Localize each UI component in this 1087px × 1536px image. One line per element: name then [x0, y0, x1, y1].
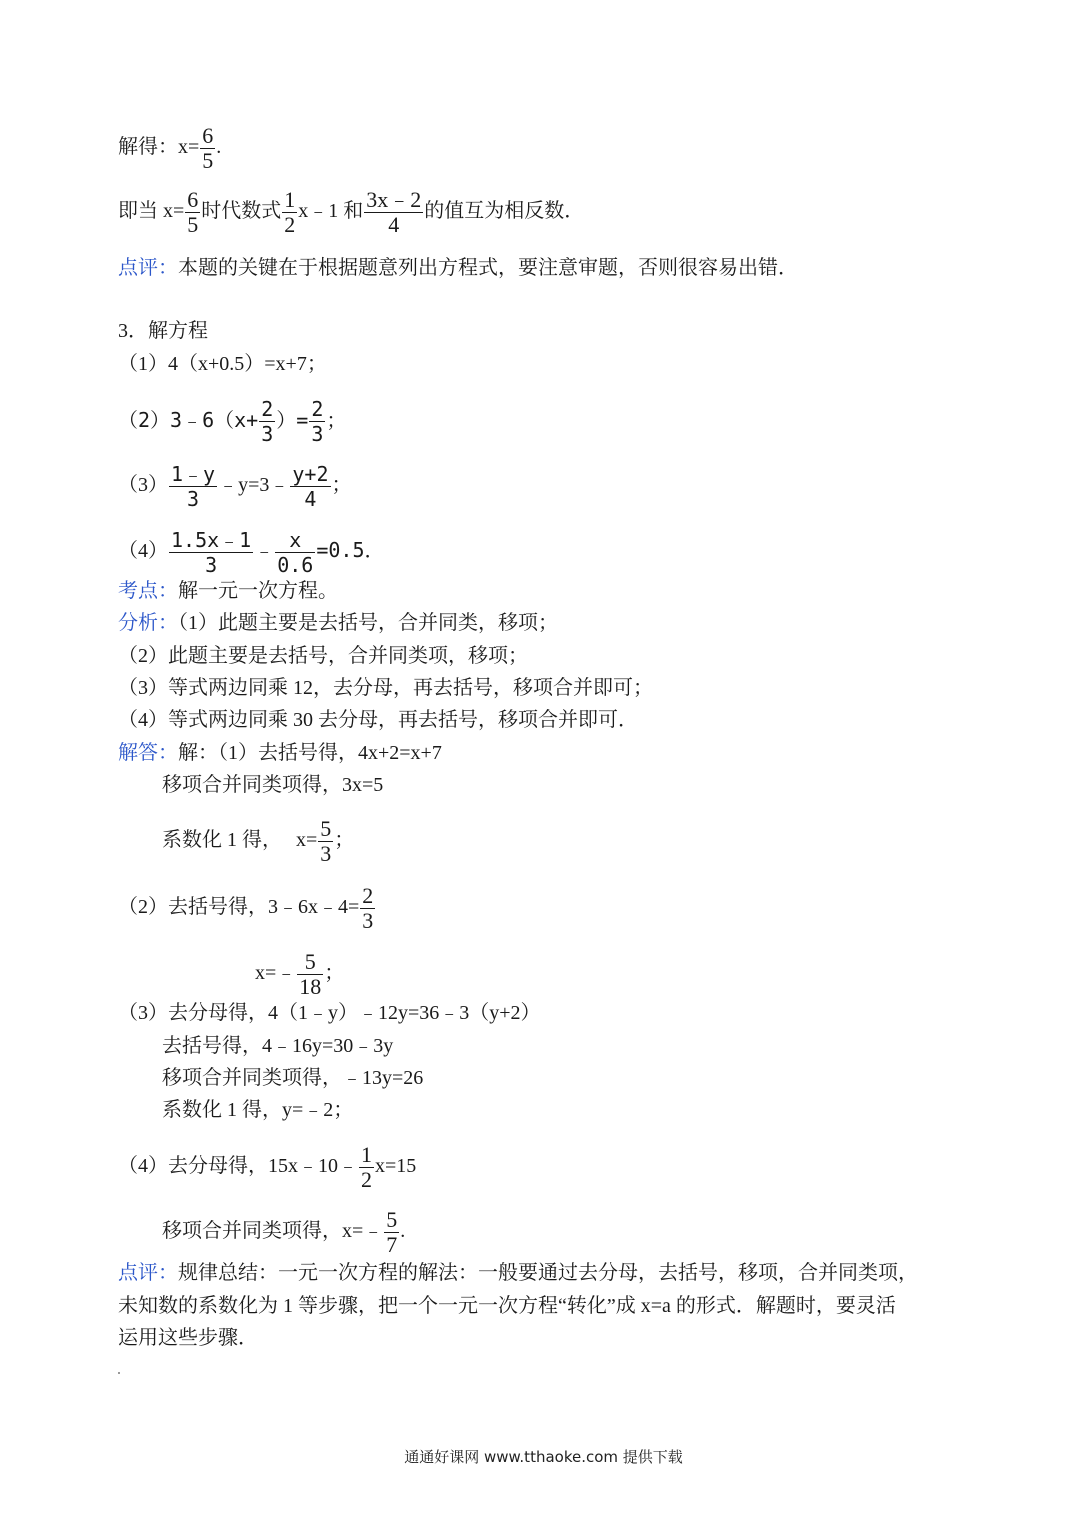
fraction: $\frac{2}{3}$ [261, 397, 274, 446]
dianping-line-2: 未知数的系数化为 1 等步骤，把一个一元一次方程“转化”成 x=a 的形式．解题时，要灵活 [118, 1295, 896, 1317]
dianping-line-3: 运用这些步骤． [118, 1327, 258, 1349]
fraction: $\frac{5}{7}$ [386, 1207, 398, 1257]
fraction: $\frac{y+2}{4}$ [292, 462, 329, 511]
equation-3: （3） $\frac{1﹣y}{3}$ ﹣y=3﹣ $\frac{y+2}{4}$ ； [118, 462, 352, 511]
stray-mark [118, 1372, 120, 1374]
fraction: $\frac{x}{0.6}$ [277, 528, 314, 577]
jieda-line-7: 去括号得，4﹣16y=30﹣3y [162, 1035, 394, 1057]
jieda-line-1: 解答：解：（1）去括号得，4x+2=x+7 [118, 742, 442, 764]
fraction: $\frac{2}{3}$ [362, 883, 374, 933]
jieda-line-8: 移项合并同类项得，﹣13y=26 [162, 1067, 424, 1089]
fenxi-line-1: 分析：（1）此题主要是去括号，合并同类，移项； [118, 612, 558, 634]
question-title: 3．解方程 [118, 320, 208, 342]
fraction: $\frac{1﹣y}{3}$ [171, 462, 216, 511]
equation-1: （1）4（x+0.5）=x+7； [118, 353, 327, 375]
solution-line: 解得：x= $\frac{6}{5}$ . [118, 123, 222, 173]
fraction: $\frac{2}{3}$ [311, 397, 324, 446]
fraction: $\frac{5}{18}$ [299, 949, 322, 999]
kaodian-line: 考点：解一元一次方程。 [118, 580, 338, 602]
jieda-line-10: （4）去分母得，15x﹣10﹣ $\frac{1}{2}$ x=15 [118, 1142, 417, 1192]
review-label: 点评： [118, 257, 178, 279]
kaodian-label: 考点： [118, 580, 178, 602]
jieda-line-11: 移项合并同类项得，x=﹣ $\frac{5}{7}$ . [162, 1207, 406, 1257]
jieda-line-9: 系数化 1 得，y=﹣2； [162, 1099, 354, 1121]
dianping-line-1: 点评：规律总结：一元一次方程的解法：一般要通过去分母，去括号，移项，合并同类项， [118, 1262, 918, 1284]
footer-watermark: 通通好课网 www.tthaoke.com 提供下载 [404, 1448, 683, 1466]
fenxi-line-4: （4）等式两边同乘 30 去分母，再去括号，移项合并即可． [118, 709, 638, 731]
fenxi-label: 分析： [118, 612, 178, 634]
fraction: $\frac{1.5x﹣1}{3}$ [171, 528, 252, 577]
fraction: $\frac{5}{3}$ [320, 816, 332, 866]
fraction: $\frac{6}{5}$ [187, 187, 199, 237]
dianping-label: 点评： [118, 1262, 178, 1284]
jieda-line-6: （3）去分母得，4（1﹣y）﹣12y=36﹣3（y+2） [118, 1002, 541, 1024]
jieda-line-2: 移项合并同类项得，3x=5 [162, 774, 384, 796]
jieda-label: 解答： [118, 742, 178, 764]
jieda-line-3: 系数化 1 得， x= $\frac{5}{3}$ ； [162, 816, 355, 866]
jieda-line-4: （2）去括号得，3﹣6x﹣4= $\frac{2}{3}$ [118, 883, 374, 933]
equation-4: （4） $\frac{1.5x﹣1}{3}$ ﹣ $\frac{x}{0.6}$ =0.5． [118, 528, 385, 577]
conclusion-line: 即当 x= $\frac{6}{5}$ 时代数式 $\frac{1}{2}$ x﹣1 和 $\frac{3x﹣2}{4}$ 的值互为相反数． [118, 187, 585, 237]
fenxi-line-2: （2）此题主要是去括号，合并同类项，移项； [118, 645, 528, 667]
fraction: $\frac{1}{2}$ [361, 1142, 372, 1192]
jieda-line-5: x=﹣ $\frac{5}{18}$ ； [255, 949, 345, 999]
fraction: $\frac{6}{5}$ [202, 123, 214, 173]
review-line: 点评：本题的关键在于根据题意列出方程式，要注意审题，否则很容易出错． [118, 257, 798, 279]
fraction: $\frac{3x﹣2}{4}$ [366, 187, 422, 237]
equation-2: （2）3﹣6（x+ $\frac{2}{3}$ ）= $\frac{2}{3}$ ； [118, 397, 347, 446]
fenxi-line-3: （3）等式两边同乘 12，去分母，再去括号，移项合并即可； [118, 677, 653, 699]
fraction: $\frac{1}{2}$ [284, 187, 296, 237]
